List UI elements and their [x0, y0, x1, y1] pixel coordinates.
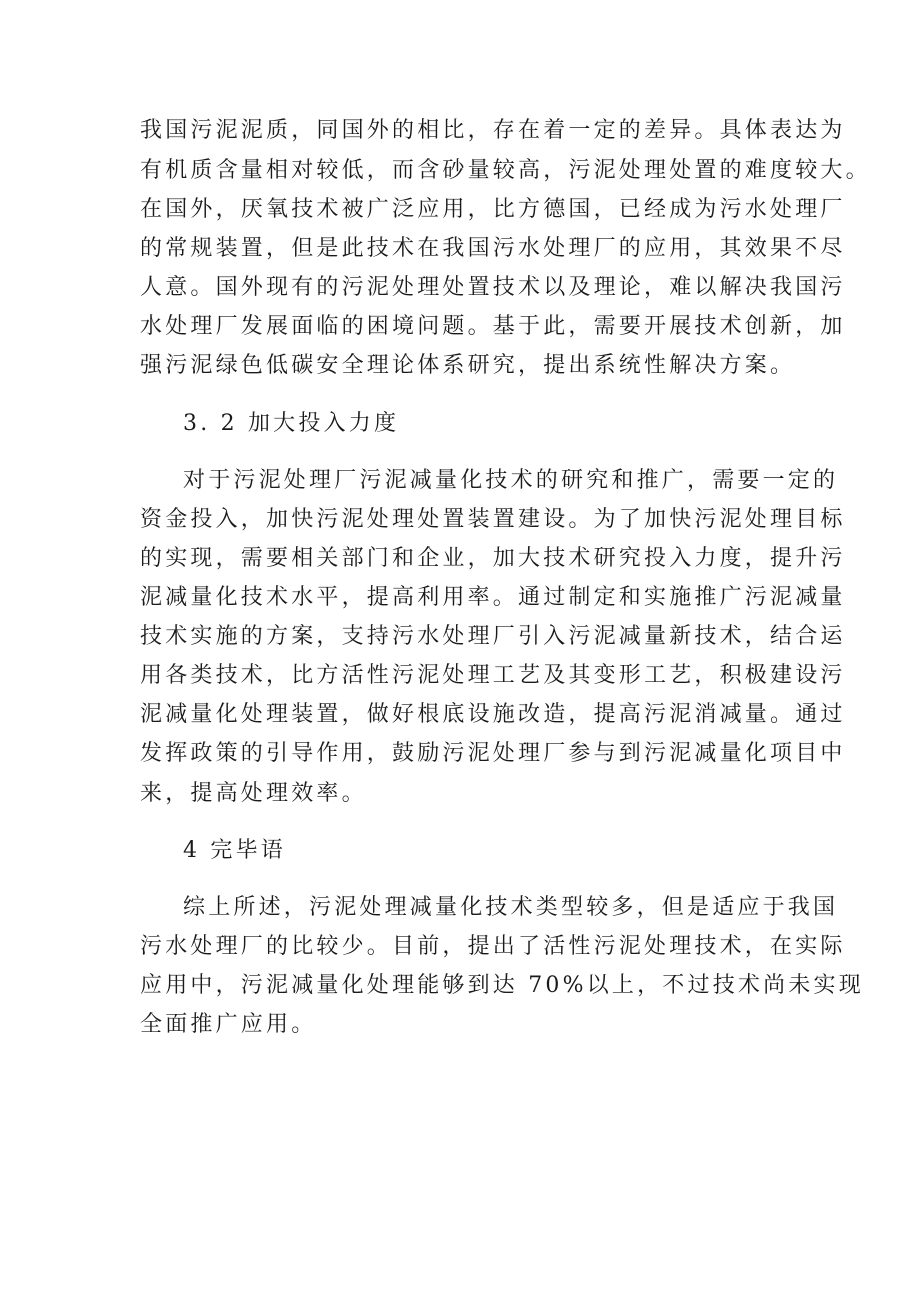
para1-line-7: 强污泥绿色低碳安全理论体系研究，提出系统性解决方案。 — [140, 353, 796, 378]
section-heading-4: 4 完毕语 — [183, 838, 286, 863]
para2-line-6: 用各类技术，比方活性污泥处理工艺及其变形工艺，积极建设污 — [140, 663, 846, 688]
para2-line-2: 资金投入，加快污泥处理处置装置建设。为了加快污泥处理目标 — [140, 507, 846, 532]
section-heading-3-2: 3. 2 加大投入力度 — [183, 411, 400, 436]
para3-line-3: 应用中，污泥减量化处理能够到达 70%以上，不过技术尚未实现 — [140, 973, 864, 998]
para2-line-8: 发挥政策的引导作用，鼓励污泥处理厂参与到污泥减量化项目中 — [140, 741, 846, 766]
para3-line-4: 全面推广应用。 — [140, 1012, 317, 1037]
para1-line-1: 我国污泥泥质，同国外的相比，存在着一定的差异。具体表达为 — [140, 118, 846, 143]
para1-line-6: 水处理厂发展面临的困境问题。基于此，需要开展技术创新，加 — [140, 314, 846, 339]
para2-line-7: 泥减量化处理装置，做好根底设施改造，提高污泥消减量。通过 — [140, 702, 846, 727]
para1-line-3: 在国外，厌氧技术被广泛应用，比方德国，已经成为污水处理厂 — [140, 197, 846, 222]
para2-line-3: 的实现，需要相关部门和企业，加大技术研究投入力度，提升污 — [140, 546, 846, 571]
para1-line-5: 人意。国外现有的污泥处理处置技术以及理论，难以解决我国污 — [140, 275, 846, 300]
para3-line-2: 污水处理厂的比较少。目前，提出了活性污泥处理技术，在实际 — [140, 934, 846, 959]
para2-line-4: 泥减量化技术水平，提高利用率。通过制定和实施推广污泥减量 — [140, 585, 846, 610]
para1-line-4: 的常规装置，但是此技术在我国污水处理厂的应用，其效果不尽 — [140, 236, 846, 261]
para2-line-5: 技术实施的方案，支持污水处理厂引入污泥减量新技术，结合运 — [140, 624, 846, 649]
para2-line-1: 对于污泥处理厂污泥减量化技术的研究和推广，需要一定的 — [183, 468, 839, 493]
para3-line-1: 综上所述，污泥处理减量化技术类型较多，但是适应于我国 — [183, 895, 839, 920]
para2-line-9: 来，提高处理效率。 — [140, 781, 367, 806]
para1-line-2: 有机质含量相对较低，而含砂量较高，污泥处理处置的难度较大。 — [140, 158, 871, 183]
